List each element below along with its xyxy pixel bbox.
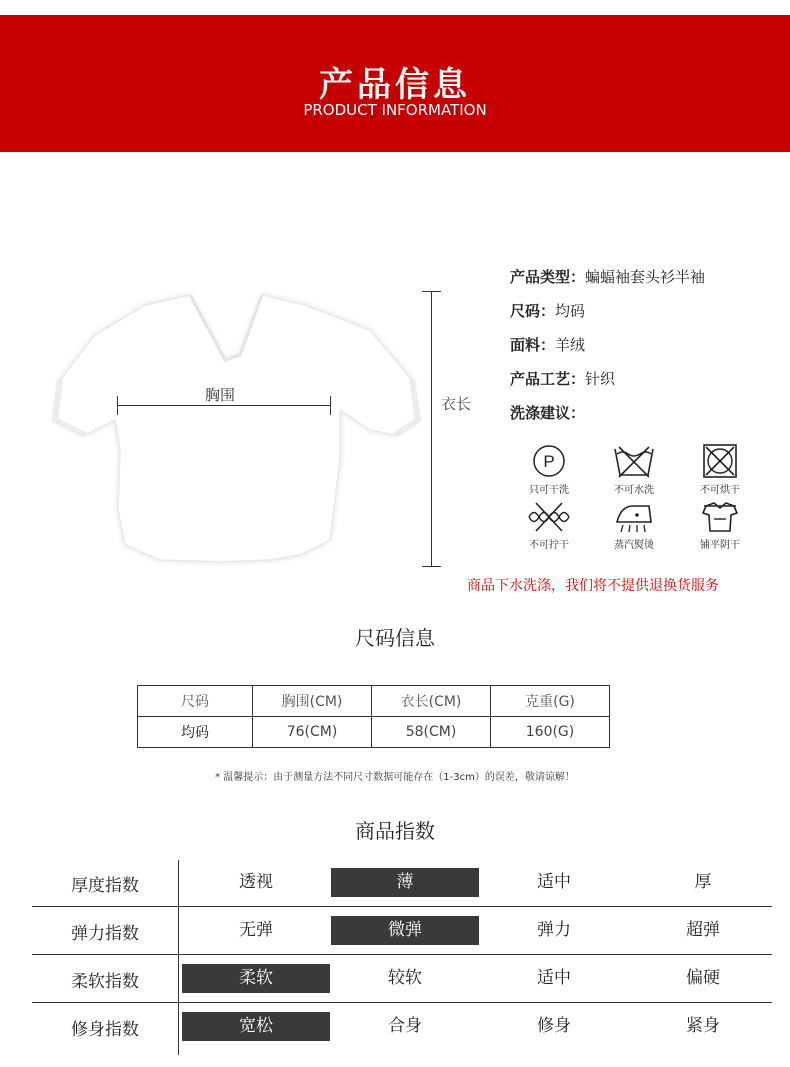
no-water-wash-icon: [611, 443, 657, 479]
chest-label: 胸围: [205, 386, 236, 404]
chest-measure-line: [117, 405, 331, 406]
index-option: 透视: [239, 872, 273, 892]
index-option-selected: 薄: [331, 868, 479, 897]
index-divider: [32, 1002, 772, 1003]
index-divider-vertical: [178, 860, 179, 1055]
table-header-cell: 衣长(CM): [372, 686, 491, 717]
care-label: 铺平阴干: [700, 540, 740, 551]
index-option: 弹力: [537, 920, 571, 940]
care-label: 只可干洗: [529, 485, 569, 496]
index-option-selected: 柔软: [182, 964, 330, 993]
table-cell: 160(G): [491, 717, 610, 748]
measurement-tip: * 温馨提示：由于测量方法不同尺寸数据可能存在（1-3cm）的误差，敬请谅解！: [215, 772, 575, 783]
size-table: [137, 685, 610, 748]
index-row-label: 弹力指数: [71, 924, 139, 944]
svg-text:P: P: [543, 452, 555, 471]
care-item: [514, 500, 584, 551]
index-option: 合身: [388, 1016, 422, 1036]
length-measure-line: [431, 291, 432, 567]
index-section-title: 商品指数: [355, 819, 435, 843]
index-option: 较软: [388, 968, 422, 988]
spec-fabric: 面料：羊绒: [510, 336, 586, 354]
size-section-title: 尺码信息: [355, 626, 435, 650]
table-header-row: [138, 686, 610, 717]
index-option-selected: 宽松: [182, 1012, 330, 1041]
care-item: [685, 500, 755, 551]
spec-wash: 洗涤建议：: [510, 404, 586, 422]
table-cell: 76(CM): [253, 717, 372, 748]
index-option: 无弹: [239, 920, 273, 940]
index-row-label: 修身指数: [71, 1020, 139, 1040]
spec-size: 尺码：均码: [510, 302, 586, 320]
index-row-label: 厚度指数: [71, 876, 139, 896]
index-divider: [32, 906, 772, 907]
index-option: 适中: [537, 872, 571, 892]
care-item: [685, 443, 755, 496]
index-option: 紧身: [686, 1016, 720, 1036]
care-label: 蒸汽熨烫: [614, 540, 654, 551]
index-divider: [32, 954, 772, 955]
care-item: [599, 443, 669, 496]
care-item: [514, 443, 584, 496]
index-option: 适中: [537, 968, 571, 988]
table-header-cell: 胸围(CM): [253, 686, 372, 717]
care-item: [599, 500, 669, 551]
shirt-image: [40, 260, 430, 580]
care-label: 不可拧干: [529, 540, 569, 551]
index-row-label: 柔软指数: [71, 972, 139, 992]
table-header-cell: 克重(G): [491, 686, 610, 717]
dry-clean-p-icon: [530, 443, 568, 479]
page-subtitle: PRODUCT INFORMATION: [303, 101, 487, 119]
index-option: 超弹: [686, 920, 720, 940]
length-label: 衣长: [441, 395, 472, 413]
spec-craft: 产品工艺：针织: [510, 370, 616, 388]
page-title: 产品信息: [319, 65, 471, 105]
index-option: 偏硬: [686, 968, 720, 988]
table-cell: 均码: [138, 717, 253, 748]
steam-iron-icon: [611, 500, 657, 534]
wash-warning: 商品下水洗涤，我们将不提供退换货服务: [467, 578, 719, 594]
table-header-cell: 尺码: [138, 686, 253, 717]
index-option: 厚: [694, 872, 712, 892]
table-row: [138, 717, 610, 748]
no-tumble-dry-icon: [701, 443, 739, 479]
index-option: 修身: [537, 1016, 571, 1036]
header-banner: [0, 15, 790, 152]
care-label: 不可烘干: [700, 485, 740, 496]
no-wring-icon: [526, 500, 572, 534]
spec-type: 产品类型：蝙蝠袖套头衫半袖: [510, 268, 706, 286]
care-label: 不可水洗: [614, 485, 654, 496]
dry-flat-shade-icon: [700, 500, 740, 534]
index-option-selected: 微弹: [331, 916, 479, 945]
table-cell: 58(CM): [372, 717, 491, 748]
